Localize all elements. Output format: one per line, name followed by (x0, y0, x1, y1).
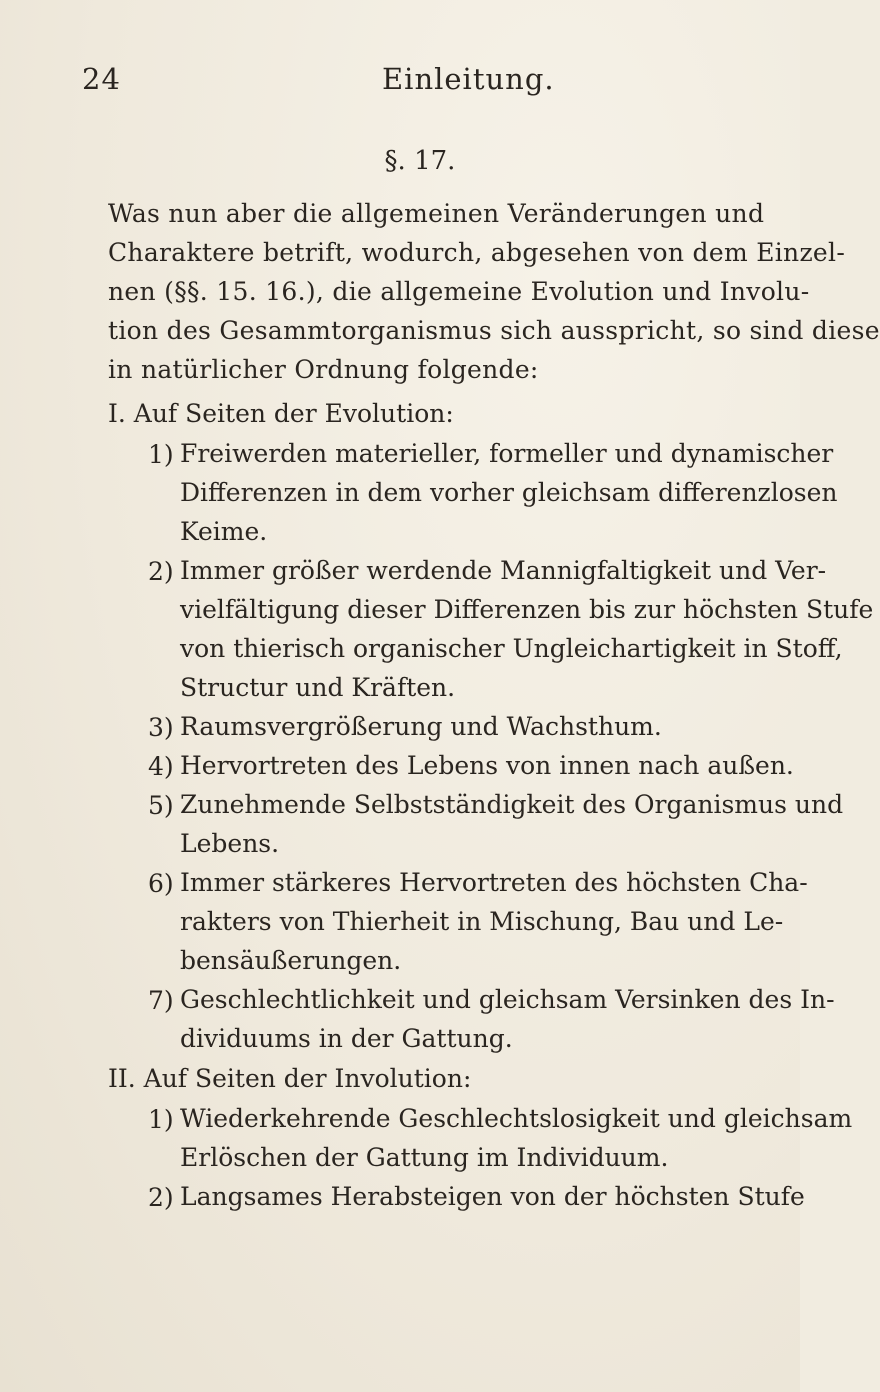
item-number: 4) (148, 752, 174, 781)
item-number: 5) (148, 791, 174, 820)
text-line: dividuums in der Gattung. (180, 1024, 513, 1053)
text-line: Geschlechtlichkeit und gleichsam Versinken des In- (180, 985, 835, 1014)
item-number: 2) (148, 557, 174, 586)
item-number: 2) (148, 1183, 174, 1212)
text-line: Erlöschen der Gattung im Individuum. (180, 1143, 669, 1172)
text-line: bensäußerungen. (180, 946, 402, 975)
text-line: Keime. (180, 517, 268, 546)
text-line: in natürlicher Ordnung folgende: (108, 355, 539, 384)
list-item (148, 1177, 805, 1216)
text-line: Was nun aber die allgemeinen Veränderungen und (108, 199, 765, 228)
text-line: Immer stärkeres Hervortreten des höchsten Cha- (180, 868, 808, 897)
list-item (148, 434, 838, 551)
list-item (148, 746, 794, 785)
list-item (148, 1099, 853, 1177)
text-line: nen (§§. 15. 16.), die allgemeine Evolution und Involu- (108, 277, 810, 306)
text-line: Zunehmende Selbstständigkeit des Organismus und (180, 790, 844, 819)
running-head: Einleitung. (382, 62, 555, 96)
intro-paragraph (108, 194, 880, 389)
page-header (82, 62, 740, 102)
text-line: Raumsvergrößerung und Wachsthum. (180, 712, 662, 741)
text-line: rakters von Thierheit in Mischung, Bau und Le- (180, 907, 784, 936)
text-line: von thierisch organischer Ungleichartigkeit in Stoff, (180, 634, 843, 663)
item-number: 3) (148, 713, 174, 742)
text-line: Freiwerden materieller, formeller und dynamischer (180, 439, 834, 468)
text-line: vielfältigung dieser Differenzen bis zur höchsten Stufe (180, 595, 874, 624)
list-item (148, 980, 835, 1058)
text-line: Lebens. (180, 829, 280, 858)
section-mark: §. 17. (384, 146, 456, 176)
text-line: Langsames Herabsteigen von der höchsten Stufe (180, 1182, 805, 1211)
evolution-heading: I. Auf Seiten der Evolution: (108, 399, 454, 428)
text-line: Differenzen in dem vorher gleichsam differenzlosen (180, 478, 838, 507)
list-item (148, 551, 874, 707)
page-number: 24 (82, 62, 121, 96)
item-number: 1) (148, 1105, 174, 1134)
text-line: Wiederkehrende Geschlechtslosigkeit und gleichsam (180, 1104, 853, 1133)
text-line: tion des Gesammtorganismus sich ausspricht, so sind diese (108, 316, 880, 345)
item-number: 6) (148, 869, 174, 898)
text-line: Charaktere betrift, wodurch, abgesehen von dem Einzel- (108, 238, 846, 267)
list-item (148, 707, 784, 746)
text-line: Immer größer werdende Mannigfaltigkeit und Ver- (180, 556, 827, 585)
involution-heading: II. Auf Seiten der Involution: (108, 1064, 472, 1093)
text-line: Hervortreten des Lebens von innen nach außen. (180, 751, 794, 780)
item-number: 7) (148, 986, 174, 1015)
text-line: Structur und Kräften. (180, 673, 456, 702)
list-item (148, 785, 844, 863)
item-number: 1) (148, 440, 174, 469)
list-item (148, 863, 808, 980)
